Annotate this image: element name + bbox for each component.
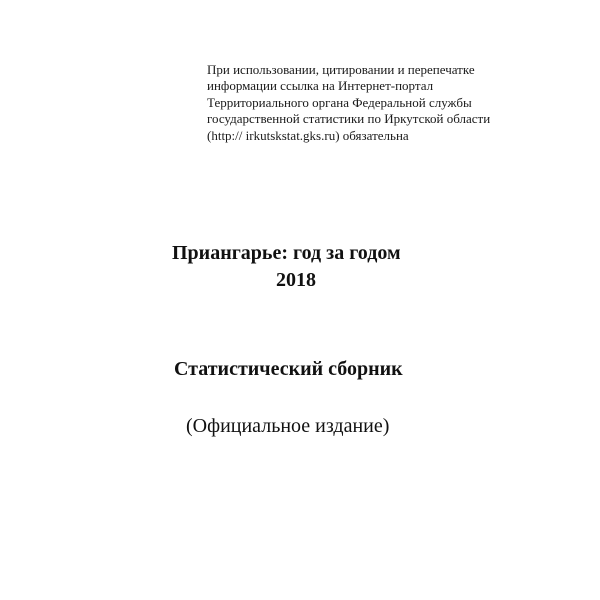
notice-line: государственной статистики по Иркутской области bbox=[207, 111, 491, 127]
notice-line: При использовании, цитировании и перепечатке bbox=[207, 62, 475, 77]
title-text: Приангарье: год за годом bbox=[172, 242, 401, 264]
notice-line: Территориального органа Федеральной службы bbox=[207, 94, 472, 110]
citation-notice bbox=[207, 62, 527, 144]
edition-label: (Официальное издание) bbox=[186, 415, 390, 437]
notice-line: (http:// irkutskstat.gks.ru) обязательна bbox=[207, 127, 409, 143]
document-subtitle: Статистический сборник bbox=[174, 358, 403, 380]
title-year: 2018 bbox=[276, 269, 316, 291]
notice-line: информации ссылка на Интернет-портал bbox=[207, 78, 434, 94]
